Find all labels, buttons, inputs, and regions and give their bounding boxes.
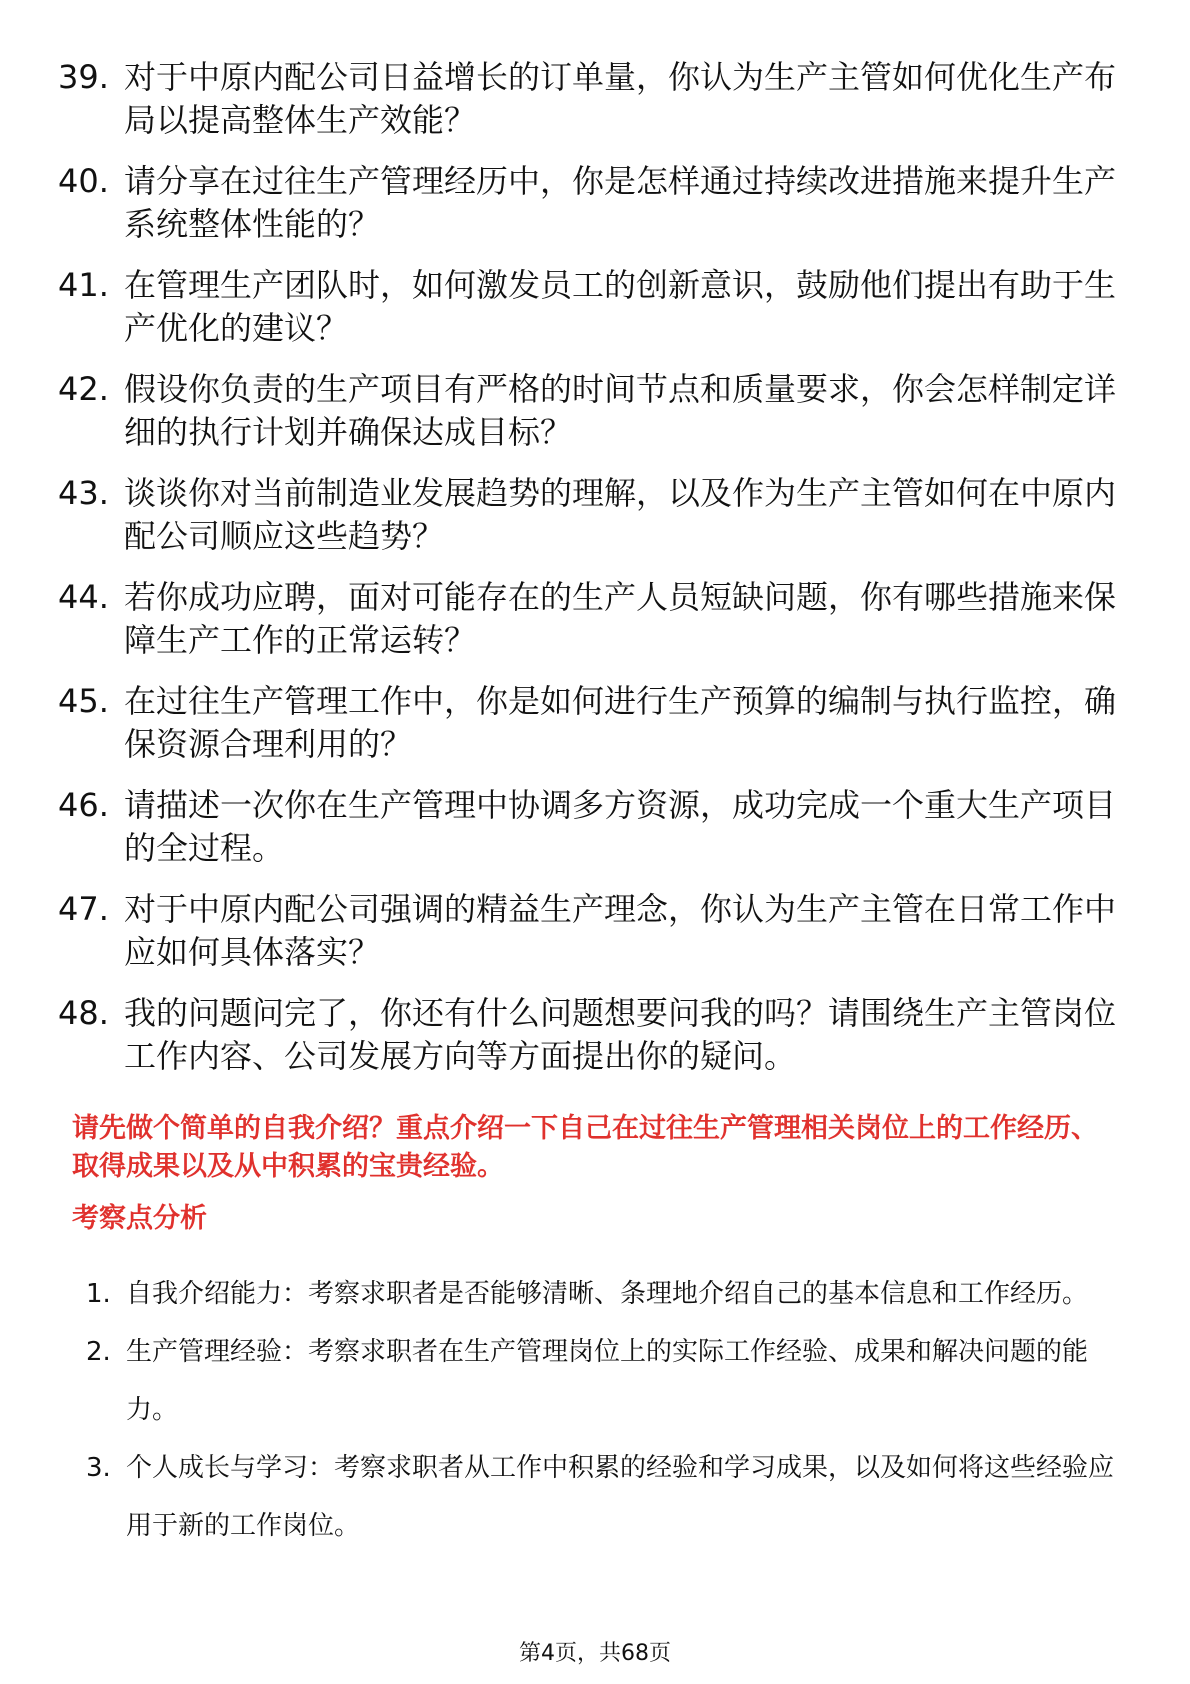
question-item xyxy=(58,576,1128,662)
analysis-number: 1. xyxy=(86,1279,111,1309)
question-text: 请分享在过往生产管理经历中，你是怎样通过持续改进措施来提升生产系统整体性能的？ xyxy=(124,162,1117,243)
analysis-text: 自我介绍能力：考察求职者是否能够清晰、条理地介绍自己的基本信息和工作经历。 xyxy=(126,1279,1089,1309)
question-text: 若你成功应聘，面对可能存在的生产人员短缺问题，你有哪些措施来保障生产工作的正常运转？ xyxy=(124,578,1117,659)
analysis-text: 个人成长与学习：考察求职者从工作中积累的经验和学习成果，以及如何将这些经验应用于新的工作岗位。 xyxy=(126,1453,1115,1541)
question-number: 43. xyxy=(58,474,109,512)
question-number: 45. xyxy=(58,682,109,720)
question-text: 对于中原内配公司日益增长的订单量，你认为生产主管如何优化生产布局以提高整体生产效能？ xyxy=(124,58,1117,139)
question-item xyxy=(58,680,1128,766)
question-text: 在过往生产管理工作中，你是如何进行生产预算的编制与执行监控，确保资源合理利用的？ xyxy=(124,682,1117,763)
question-number: 41. xyxy=(58,266,109,304)
analysis-text: 生产管理经验：考察求职者在生产管理岗位上的实际工作经验、成果和解决问题的能力。 xyxy=(126,1337,1089,1425)
analysis-number: 2. xyxy=(86,1337,111,1367)
question-item xyxy=(58,472,1128,558)
highlighted-question: 请先做个简单的自我介绍？重点介绍一下自己在过往生产管理相关岗位上的工作经历、取得成果以及从中积累的宝贵经验。 xyxy=(72,1113,1098,1182)
analysis-heading: 考察点分析 xyxy=(72,1203,207,1234)
question-text: 在管理生产团队时，如何激发员工的创新意识，鼓励他们提出有助于生产优化的建议？ xyxy=(124,266,1117,347)
analysis-item xyxy=(86,1439,1116,1555)
question-number: 48. xyxy=(58,994,109,1032)
question-number: 46. xyxy=(58,786,109,824)
question-item xyxy=(58,56,1128,142)
question-item xyxy=(58,160,1128,246)
question-list xyxy=(58,56,1128,1096)
question-item xyxy=(58,264,1128,350)
question-number: 47. xyxy=(58,890,109,928)
question-item xyxy=(58,888,1128,974)
page-footer: 第4页，共68页 xyxy=(519,1641,671,1666)
question-text: 假设你负责的生产项目有严格的时间节点和质量要求，你会怎样制定详细的执行计划并确保达成目标？ xyxy=(124,370,1117,451)
analysis-item xyxy=(86,1265,1116,1323)
analysis-list xyxy=(86,1265,1116,1555)
question-number: 44. xyxy=(58,578,109,616)
question-text: 谈谈你对当前制造业发展趋势的理解，以及作为生产主管如何在中原内配公司顺应这些趋势？ xyxy=(124,474,1117,555)
analysis-item xyxy=(86,1323,1116,1439)
question-item xyxy=(58,784,1128,870)
question-number: 40. xyxy=(58,162,109,200)
question-number: 42. xyxy=(58,370,109,408)
question-text: 我的问题问完了，你还有什么问题想要问我的吗？请围绕生产主管岗位工作内容、公司发展方向等方面提出你的疑问。 xyxy=(124,994,1117,1075)
question-item xyxy=(58,992,1128,1078)
question-item xyxy=(58,368,1128,454)
question-number: 39. xyxy=(58,58,109,96)
question-text: 请描述一次你在生产管理中协调多方资源，成功完成一个重大生产项目的全过程。 xyxy=(124,786,1117,867)
question-text: 对于中原内配公司强调的精益生产理念，你认为生产主管在日常工作中应如何具体落实？ xyxy=(124,890,1117,971)
analysis-number: 3. xyxy=(86,1453,111,1483)
